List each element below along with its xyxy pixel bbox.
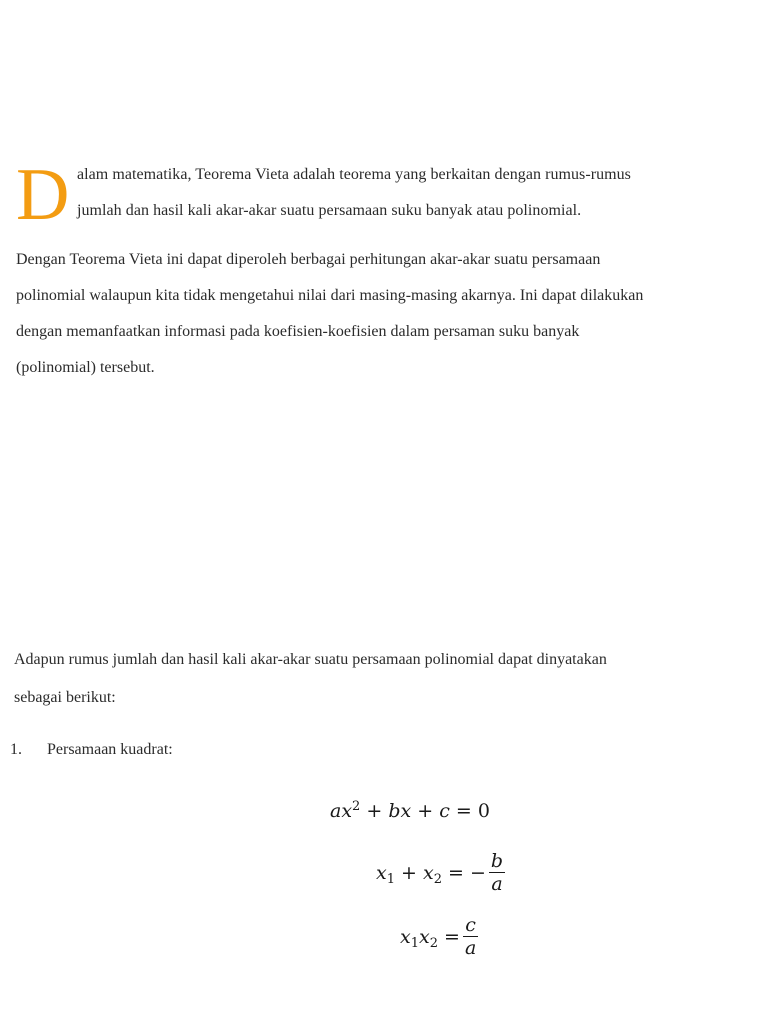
eq-var-x: x bbox=[423, 861, 434, 884]
eq-var-x: x bbox=[400, 800, 412, 822]
eq-var-b: b bbox=[388, 800, 401, 822]
equation-quadratic bbox=[330, 800, 490, 822]
list-item-quadratic bbox=[10, 741, 173, 759]
paragraph-line: polinomial walaupun kita tidak mengetahui nilai dari masing-masing akarnya. Ini dapat dilakukan bbox=[16, 287, 644, 304]
eq-plus: + bbox=[411, 800, 440, 822]
eq-subscript: 1 bbox=[410, 935, 419, 951]
eq-minus: − bbox=[470, 861, 486, 884]
eq-plus: + bbox=[395, 861, 423, 884]
eq-fraction bbox=[489, 850, 505, 895]
eq-exponent: 2 bbox=[352, 799, 361, 814]
paragraph-line: Adapun rumus jumlah dan hasil kali akar-akar suatu persamaan polinomial dapat dinyatakan bbox=[14, 651, 607, 668]
eq-var-c: c bbox=[439, 800, 450, 822]
paragraph-line: Dengan Teorema Vieta ini dapat diperoleh berbagai perhitungan akar-akar suatu persamaan bbox=[16, 251, 601, 268]
eq-plus: + bbox=[360, 800, 389, 822]
eq-var-x: x bbox=[400, 925, 411, 948]
eq-equals: = bbox=[442, 861, 470, 884]
intro-line-1: alam matematika, Teorema Vieta adalah teorema yang berkaitan dengan rumus-rumus bbox=[77, 166, 631, 183]
paragraph-line: dengan memanfaatkan informasi pada koefisien-koefisien dalam persaman suku banyak bbox=[16, 323, 580, 340]
eq-denominator: a bbox=[464, 937, 477, 959]
eq-var-a: a bbox=[330, 800, 342, 822]
eq-equals: = bbox=[438, 925, 460, 948]
eq-numerator: c bbox=[465, 914, 476, 936]
eq-denominator: a bbox=[491, 873, 503, 895]
drop-cap-letter: D bbox=[16, 154, 70, 236]
eq-var-x: x bbox=[419, 925, 430, 948]
eq-fraction bbox=[463, 914, 478, 959]
equation-product-of-roots bbox=[400, 914, 478, 959]
equation-sum-of-roots bbox=[376, 850, 505, 895]
eq-equals: = bbox=[449, 800, 478, 822]
eq-numerator: b bbox=[490, 850, 504, 872]
intro-line-2: jumlah dan hasil kali akar-akar suatu persamaan suku banyak atau polinomial. bbox=[77, 202, 582, 219]
eq-zero: 0 bbox=[477, 800, 490, 822]
list-item-label: Persamaan kuadrat: bbox=[47, 741, 173, 758]
eq-var-x: x bbox=[376, 861, 387, 884]
paragraph-line: (polinomial) tersebut. bbox=[16, 359, 155, 376]
eq-subscript: 2 bbox=[429, 935, 438, 951]
eq-subscript: 2 bbox=[433, 871, 442, 887]
eq-subscript: 1 bbox=[386, 871, 395, 887]
eq-var-x: x bbox=[341, 800, 353, 822]
list-item-number: 1. bbox=[10, 741, 22, 758]
paragraph-line: sebagai berikut: bbox=[14, 689, 116, 706]
